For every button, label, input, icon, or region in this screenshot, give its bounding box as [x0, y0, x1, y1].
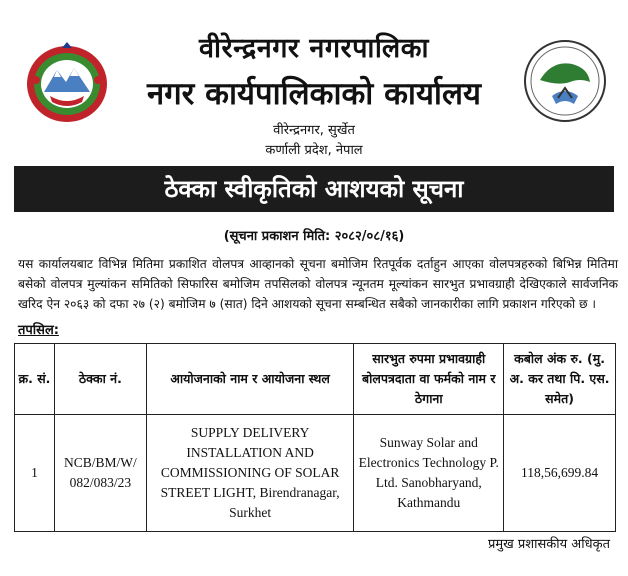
cell-amount: 118,56,699.84: [504, 415, 616, 532]
municipality-logo-icon: [522, 38, 608, 124]
cell-project: SUPPLY DELIVERY INSTALLATION AND COMMISSIONING OF SOLAR STREET LIGHT, Birendranagar, Surkhet: [146, 415, 354, 532]
cell-contract-no: NCB/BM/W/ 082/083/23: [54, 415, 146, 532]
notice-body: यस कार्यालयबाट विभिन्न मितिमा प्रकाशित वोलपत्र आव्हानको सूचना बमोजिम रितपूर्वक दर्ताहुन आएका वोलपत्रहरुको बिभिन्न मितिमा बसेको वोलपत्र मुल्यांकन समितिको सिफारिस बमोजिम तपसिलको वोलपत्र न्यूनतम मूल्यांकन सारभुत प्रभावग्राही देखिएकाले सार्वजनिक खरिद ऐन २०६३ को दफा २७ (२) बमोजिम ७ (सात) दिने आशयको सूचना सम्बन्धित सबैको जानकारीका लागि प्रकाशन गरिएको छ ।: [18, 257, 618, 311]
municipality-name: वीरेन्द्रनगर नगरपालिका: [199, 33, 429, 64]
header-sn: क्र. सं.: [15, 344, 55, 415]
notice-title-banner: ठेक्का स्वीकृतिको आशयको सूचना: [14, 166, 614, 212]
header-project: आयोजनाको नाम र आयोजना स्थल: [146, 344, 354, 415]
table-header-row: [15, 344, 616, 415]
office-address: वीरेन्द्रनगर, सुर्खेत: [273, 123, 355, 138]
table-row: [15, 415, 616, 532]
office-province: कर्णाली प्रदेश, नेपाल: [265, 143, 363, 158]
header-contract-no: ठेक्का नं.: [54, 344, 146, 415]
contract-table: [14, 343, 616, 532]
letterhead: [0, 0, 628, 165]
signatory: प्रमुख प्रशासकीय अधिकृत: [487, 537, 610, 552]
cell-bidder: Sunway Solar and Electronics Technology P. Ltd. Sanobharyand, Kathmandu: [354, 415, 504, 532]
header-amount: कबोल अंक रु. (मु. अ. कर तथा पि. एस. समेत): [504, 344, 616, 415]
header-bidder: सारभुत रुपमा प्रभावग्राही बोलपत्रदाता वा फर्मको नाम र ठेगाना: [354, 344, 504, 415]
office-name: नगर कार्यपालिकाको कार्यालय: [147, 76, 481, 112]
cell-sn: 1: [15, 415, 55, 532]
tapsil-label: तपसिल:: [18, 323, 59, 338]
publish-date: (सूचना प्रकाशन मिति: २०८२/०८/१६): [223, 229, 405, 244]
